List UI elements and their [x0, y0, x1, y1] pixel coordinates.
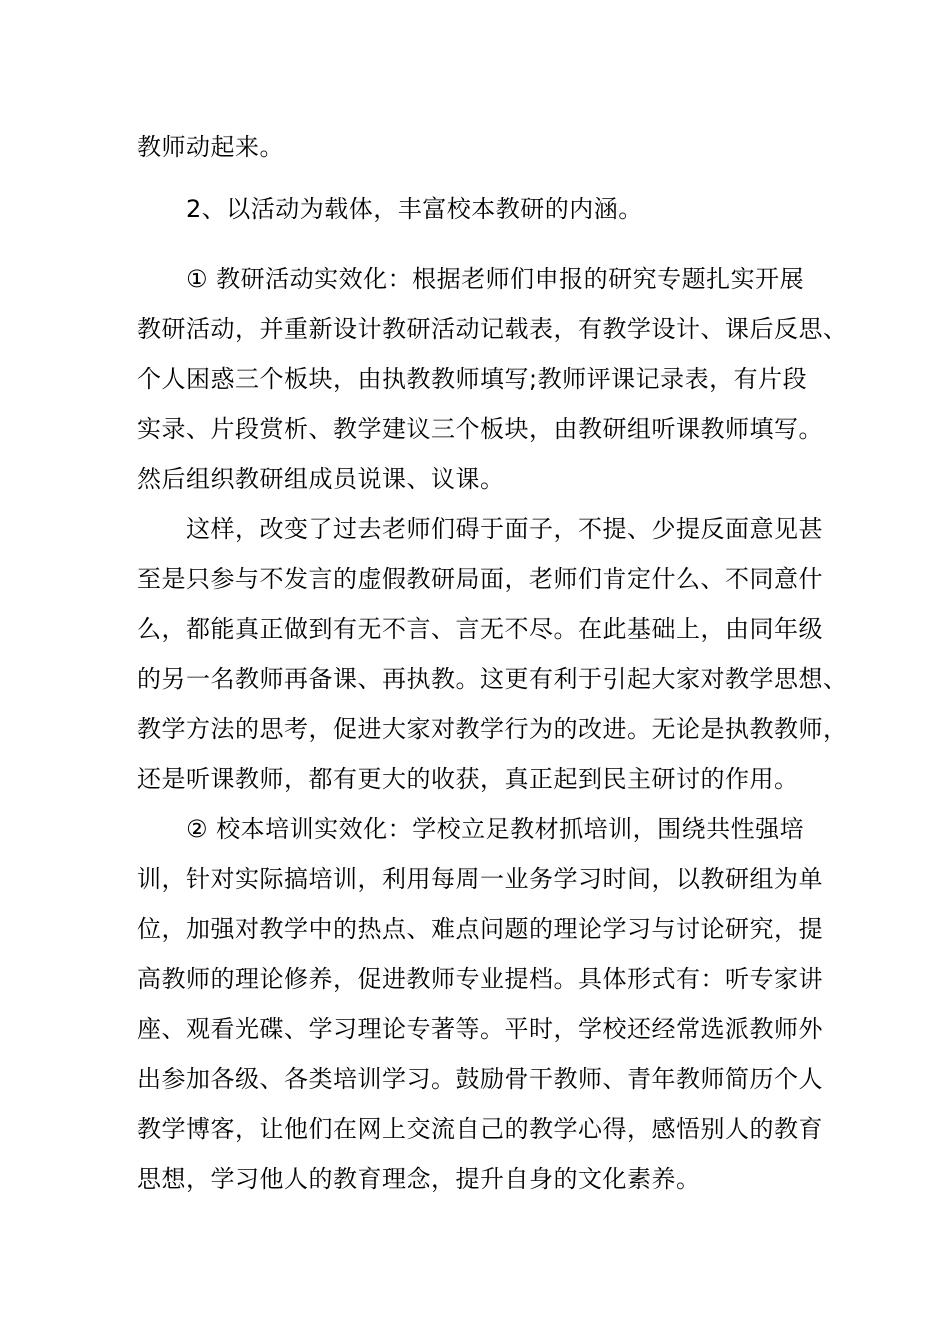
- text-line-1: 教师动起来。: [137, 133, 284, 161]
- text-line-12: 教学方法的思考，促进大家对教学行为的改进。无论是执教教师，: [137, 715, 848, 743]
- text-line-18: 座、观看光碟、学习理论专著等。平时，学校还经常选派教师外: [137, 1015, 823, 1043]
- text-line-6: 实录、片段赏析、教学建议三个板块，由教研组听课教师填写。: [137, 415, 823, 443]
- text-line-11: 的另一名教师再备课、再执教。这更有利于引起大家对教学思想、: [137, 665, 848, 693]
- text-line-13: 还是听课教师，都有更大的收获，真正起到民主研讨的作用。: [137, 765, 799, 793]
- text-line-9: 至是只参与不发言的虚假教研局面，老师们肯定什么、不同意什: [137, 565, 823, 593]
- text-line-10: 么，都能真正做到有无不言、言无不尽。在此基础上，由同年级: [137, 615, 823, 643]
- text-line-21: 思想，学习他人的教育理念，提升自身的文化素养。: [137, 1165, 701, 1193]
- text-line-15: 训，针对实际搞培训，利用每周一业务学习时间，以教研组为单: [137, 865, 823, 893]
- text-line-7: 然后组织教研组成员说课、议课。: [137, 465, 505, 493]
- text-line-19: 出参加各级、各类培训学习。鼓励骨干教师、青年教师简历个人: [137, 1065, 823, 1093]
- text-line-5: 个人困惑三个板块，由执教教师填写;教师评课记录表，有片段: [137, 365, 808, 393]
- text-line-17: 高教师的理论修养，促进教师专业提档。具体形式有：听专家讲: [137, 965, 823, 993]
- text-line-20: 教学博客，让他们在网上交流自己的教学心得，感悟别人的教育: [137, 1115, 823, 1143]
- text-line-4: 教研活动，并重新设计教研活动记载表，有教学设计、课后反思、: [137, 315, 848, 343]
- text-line-2: 2、以活动为载体，丰富校本教研的内涵。: [186, 195, 643, 223]
- text-line-16: 位，加强对教学中的热点、难点问题的理论学习与讨论研究，提: [137, 915, 823, 943]
- text-line-8: 这样，改变了过去老师们碍于面子，不提、少提反面意见甚: [186, 515, 823, 543]
- text-line-14: ② 校本培训实效化：学校立足教材抓培训，围绕共性强培: [186, 815, 805, 843]
- text-line-3: ① 教研活动实效化：根据老师们申报的研究专题扎实开展: [186, 265, 805, 293]
